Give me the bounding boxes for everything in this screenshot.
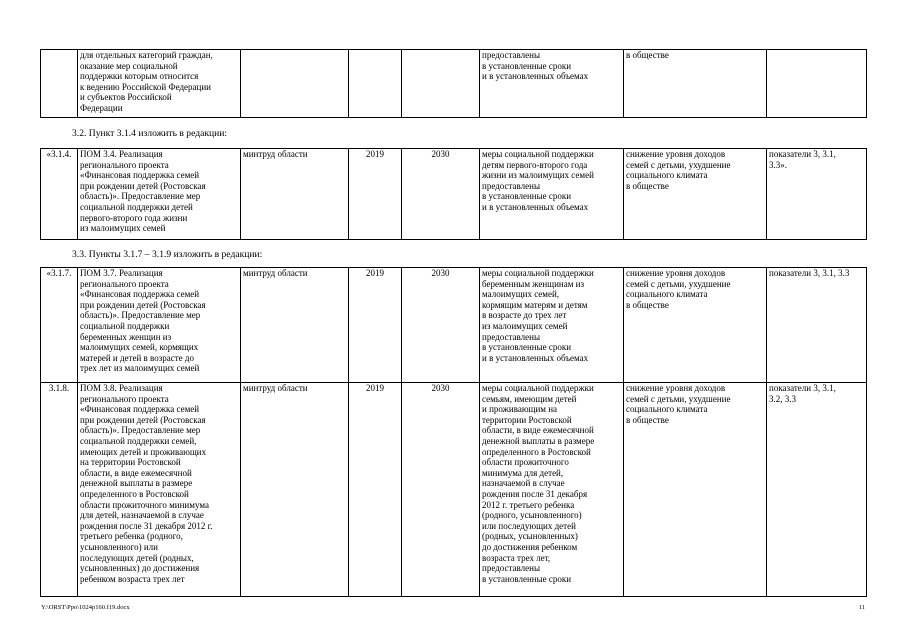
text-line: денежной выплаты в размере xyxy=(482,435,595,446)
text-line: меры социальной поддержки xyxy=(482,149,594,159)
cell-indicators xyxy=(767,268,867,383)
text-line: предоставлены xyxy=(482,50,541,60)
table-row xyxy=(41,50,867,118)
table-row xyxy=(41,149,867,240)
text-line: семьям, имеющим детей xyxy=(482,393,577,404)
text-line: в установленные сроки xyxy=(482,573,572,584)
text-line: в установленные сроки xyxy=(482,191,572,202)
text-line: в установленные сроки xyxy=(482,60,572,71)
table-row xyxy=(41,268,867,383)
text-line: при рождении детей (Ростовская xyxy=(80,414,206,425)
text-line: и в установленных объемах xyxy=(482,71,589,82)
text-line: территории Ростовской xyxy=(482,414,572,425)
text-line: (родных, усыновленных) xyxy=(482,531,578,542)
text-line: область)». Предоставление мер xyxy=(80,191,201,202)
cell-end: 2030 xyxy=(402,268,480,383)
cell-indicators xyxy=(767,50,867,118)
text-line: малоимущих семей, кормящих xyxy=(80,342,199,353)
text-line: семей с детьми, ухудшение xyxy=(626,393,731,404)
text-line: области, в виде ежемесячной xyxy=(482,425,594,436)
text-line: в обществе xyxy=(626,299,669,310)
cell-name xyxy=(78,268,241,383)
cell-consequence xyxy=(624,268,767,383)
cell-result xyxy=(480,383,624,597)
text-line: в обществе xyxy=(626,50,669,60)
text-line: области прожиточного минимума xyxy=(80,499,209,510)
text-line: поддержки которым относится xyxy=(80,71,199,82)
text-line: 3.2, 3.3 xyxy=(769,393,796,404)
text-line: минимума для детей, xyxy=(482,467,564,478)
text-line: предоставлены xyxy=(482,331,541,342)
text-line: для отдельных категорий граждан, xyxy=(80,50,213,60)
text-line: кормящим матерям и детям xyxy=(482,299,588,310)
text-line: детям первого-второго года xyxy=(482,159,588,170)
table-item-3-1-4 xyxy=(40,148,867,240)
text-line: беременным женщинам из xyxy=(482,278,585,289)
text-line: усыновленных) до достижения xyxy=(80,563,200,574)
cell-consequence xyxy=(624,149,767,240)
text-line: и проживающим на xyxy=(482,404,558,415)
text-line: «Финансовая поддержка семей xyxy=(80,404,200,415)
cell-start: 2019 xyxy=(349,268,402,383)
text-line: в возрасте до трех лет xyxy=(482,310,567,321)
text-line: меры социальной поддержки xyxy=(482,383,594,393)
text-line: снижение уровня доходов xyxy=(626,268,726,278)
text-line: социальной поддержки xyxy=(80,320,170,331)
text-line: «Финансовая поддержка семей xyxy=(80,289,200,300)
text-line: социальной поддержки детей xyxy=(80,201,193,212)
text-line: матерей и детей в возрасте до xyxy=(80,352,195,363)
text-line: показатели 3, 3.1, 3.3 xyxy=(769,268,850,278)
text-line: из малоимущих семей xyxy=(80,223,166,234)
text-line: ПОМ 3.8. Реализация xyxy=(80,383,163,393)
cell-consequence xyxy=(624,383,767,597)
text-line: последующих детей (родных, xyxy=(80,552,194,563)
text-line: 2012 г. третьего ребенка xyxy=(482,499,575,510)
text-line: области, в виде ежемесячной xyxy=(80,467,192,478)
text-line: малоимущих семей, xyxy=(482,289,560,300)
text-line: жизни из малоимущих семей xyxy=(482,170,594,181)
table-row xyxy=(41,383,867,597)
text-line: и в установленных объемах xyxy=(482,201,589,212)
cell-num: «3.1.4. xyxy=(41,149,78,240)
cell-indicators xyxy=(767,383,867,597)
text-line: социального климата xyxy=(626,404,708,415)
text-line: до достижения ребенком xyxy=(482,541,578,552)
cell-name xyxy=(78,149,241,240)
text-line: регионального проекта xyxy=(80,159,169,170)
text-line: усыновленного) или xyxy=(80,541,158,552)
footer-page-number: 11 xyxy=(858,604,865,611)
text-line: семей с детьми, ухудшение xyxy=(626,278,731,289)
text-line: регионального проекта xyxy=(80,393,169,404)
text-line: первого-второго года жизни xyxy=(80,212,188,223)
cell-result xyxy=(480,50,624,118)
cell-consequence xyxy=(624,50,767,118)
text-line: область)». Предоставление мер xyxy=(80,425,201,436)
text-line: снижение уровня доходов xyxy=(626,149,726,159)
cell-name xyxy=(78,50,241,118)
text-line: из малоимущих семей xyxy=(482,320,568,331)
cell-num xyxy=(41,50,78,118)
cell-end xyxy=(402,50,480,118)
text-line: регионального проекта xyxy=(80,278,169,289)
text-line: на территории Ростовской xyxy=(80,457,181,468)
text-line: показатели 3, 3.1, xyxy=(769,383,836,393)
text-line: при рождении детей (Ростовская xyxy=(80,180,206,191)
paragraph-3-3: 3.3. Пункты 3.1.7 – 3.1.9 изложить в редакции: xyxy=(72,249,263,260)
cell-executor xyxy=(241,50,349,118)
text-line: области прожиточного xyxy=(482,457,569,468)
paragraph-3-2: 3.2. Пункт 3.1.4 изложить в редакции: xyxy=(72,128,228,139)
text-line: денежной выплаты в размере xyxy=(80,478,193,489)
text-line: 3.3». xyxy=(769,159,787,170)
text-line: рождения после 31 декабря 2012 г. xyxy=(80,520,213,531)
text-line: возраста трех лет, xyxy=(482,552,551,563)
text-line: предоставлены xyxy=(482,563,541,574)
text-line: третьего ребенка (родного, xyxy=(80,531,183,542)
text-line: Федерации xyxy=(80,102,123,113)
text-line: беременных женщин из xyxy=(80,331,172,342)
text-line: снижение уровня доходов xyxy=(626,383,726,393)
text-line: социального климата xyxy=(626,170,708,181)
text-line: ребенком возраста трех лет xyxy=(80,573,185,584)
text-line: назначаемой в случае xyxy=(482,478,565,489)
cell-end: 2030 xyxy=(402,383,480,597)
text-line: семей с детьми, ухудшение xyxy=(626,159,731,170)
text-line: социальной поддержки семей, xyxy=(80,435,197,446)
text-line: ПОМ 3.4. Реализация xyxy=(80,149,163,159)
cell-num: 3.1.8. xyxy=(41,383,78,597)
text-line: социального климата xyxy=(626,289,708,300)
text-line: в установленные сроки xyxy=(482,342,572,353)
text-line: «Финансовая поддержка семей xyxy=(80,170,200,181)
cell-end: 2030 xyxy=(402,149,480,240)
cell-start xyxy=(349,50,402,118)
cell-num: «3.1.7. xyxy=(41,268,78,383)
text-line: в обществе xyxy=(626,414,669,425)
text-line: ПОМ 3.7. Реализация xyxy=(80,268,163,278)
text-line: меры социальной поддержки xyxy=(482,268,594,278)
cell-start: 2019 xyxy=(349,383,402,597)
table-items-3-1-7-3-1-9 xyxy=(40,267,867,597)
text-line: оказание мер социальной xyxy=(80,60,178,71)
cell-name xyxy=(78,383,241,597)
cell-executor: минтруд области xyxy=(241,268,349,383)
text-line: имеющих детей и проживающих xyxy=(80,446,207,457)
footer-file-path: Y:\ORST\Ppo\1024p160.f19.docx xyxy=(41,604,130,611)
text-line: и в установленных объемах xyxy=(482,352,589,363)
text-line: определенного в Ростовской xyxy=(482,446,591,457)
text-line: предоставлены xyxy=(482,180,541,191)
text-line: при рождении детей (Ростовская xyxy=(80,299,206,310)
text-line: или последующих детей xyxy=(482,520,576,531)
text-line: трех лет из малоимущих семей xyxy=(80,363,200,374)
text-line: в обществе xyxy=(626,180,669,191)
text-line: определенного в Ростовской xyxy=(80,488,189,499)
text-line: показатели 3, 3.1, xyxy=(769,149,836,159)
text-line: для детей, назначаемой в случае xyxy=(80,510,204,521)
table-top-fragment xyxy=(40,49,867,118)
text-line: к ведению Российской Федерации xyxy=(80,81,211,92)
text-line: (родного, усыновленного) xyxy=(482,510,582,521)
text-line: рождения после 31 декабря xyxy=(482,488,588,499)
text-line: и субъектов Российской xyxy=(80,92,172,103)
cell-result xyxy=(480,268,624,383)
text-line: область)». Предоставление мер xyxy=(80,310,201,321)
cell-result xyxy=(480,149,624,240)
cell-indicators xyxy=(767,149,867,240)
cell-start: 2019 xyxy=(349,149,402,240)
cell-executor: минтруд области xyxy=(241,383,349,597)
cell-executor: минтруд области xyxy=(241,149,349,240)
